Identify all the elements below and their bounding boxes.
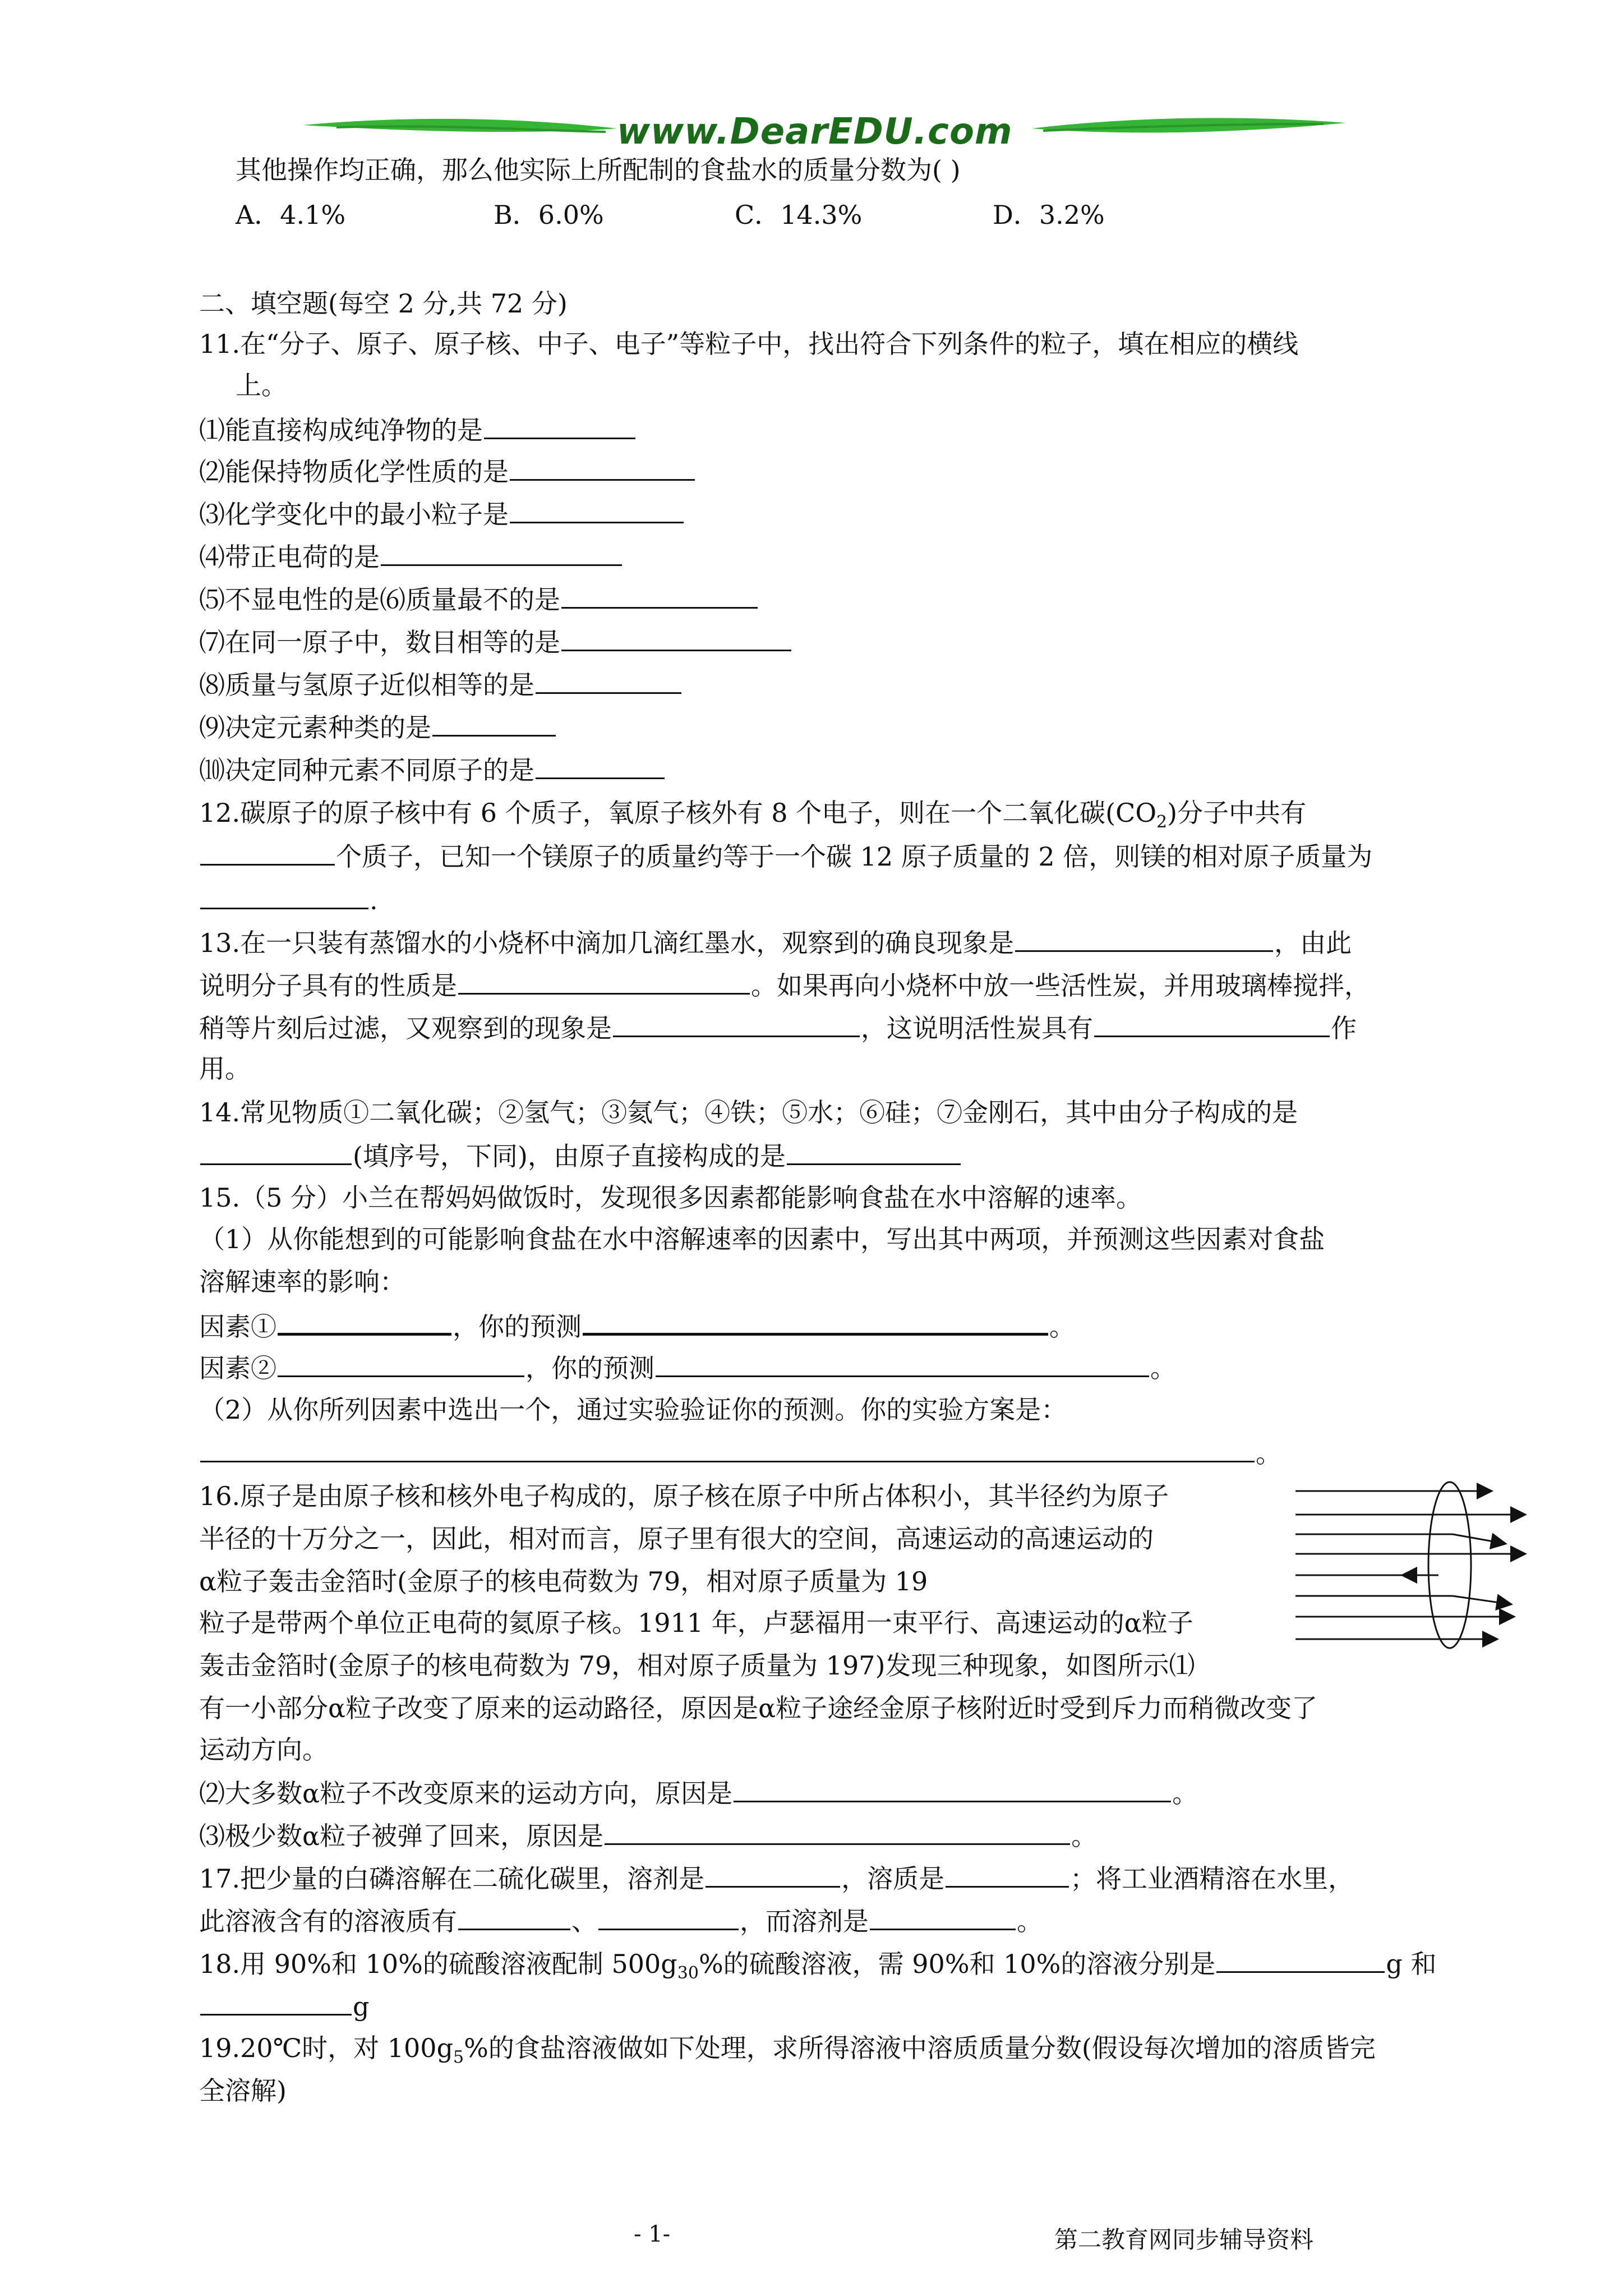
q11-item-7 — [199, 624, 1461, 660]
answer-blank[interactable] — [200, 838, 335, 866]
q16-line-1: 16.原子是由原子核和核外电子构成的，原子核在原子中所占体积小，其半径约为原子 — [199, 1481, 1169, 1511]
answer-blank[interactable] — [946, 1860, 1069, 1888]
q16-text: 。 — [1172, 1778, 1198, 1809]
q17-text: ，而溶剂是 — [740, 1906, 869, 1936]
q16-line-8 — [199, 1775, 1461, 1811]
q15-text: ，你的预测 — [525, 1353, 654, 1383]
q16-line-4: 粒子是带两个单位正电荷的氦原子核。1911 年，卢瑟福用一束平行、高速运动的α粒子 — [199, 1608, 1193, 1638]
q11-item-text: ⑽决定同种元素不同原子的是 — [199, 755, 534, 785]
answer-blank[interactable] — [200, 1988, 352, 2016]
q16-text: ⑵大多数α粒子不改变原来的运动方向，原因是 — [199, 1778, 733, 1809]
answer-blank[interactable] — [200, 1435, 1255, 1462]
q17-line-2 — [199, 1903, 1461, 1939]
q13-text: 作 — [1331, 1013, 1357, 1043]
q19-line-1 — [199, 2031, 1461, 2075]
q19-text: 19.20℃时，对 100g — [199, 2033, 454, 2063]
answer-blank[interactable] — [870, 1903, 1016, 1930]
q13-line-3 — [199, 1010, 1461, 1046]
answer-blank[interactable] — [1094, 1010, 1330, 1037]
answer-blank[interactable] — [458, 967, 750, 995]
q14-line-2 — [199, 1138, 1461, 1174]
answer-blank[interactable] — [561, 581, 758, 609]
answer-blank[interactable] — [787, 1138, 961, 1165]
site-url: www.DearEDU.com — [617, 111, 1013, 153]
q14-line-1: 14.常见物质①二氧化碳；②氢气；③氦气；④铁；⑤水；⑥硅；⑦金刚石，其中由分子构成的是 — [199, 1097, 1298, 1128]
q11-item-text: ⑸不显电性的是⑹质量最不的是 — [199, 585, 560, 615]
q16-text: ⑶极少数α粒子被弹了回来，原因是 — [199, 1821, 604, 1851]
q16-line-6: 有一小部分α粒子改变了原来的运动路径，原因是α粒子途经金原子核附近时受到斥力而稍微改变了 — [199, 1693, 1318, 1723]
q17-text: ，溶质是 — [841, 1864, 945, 1894]
answer-blank[interactable] — [536, 752, 665, 779]
answer-blank[interactable] — [432, 709, 556, 737]
q18-text: 18.用 90%和 10%的硫酸溶液配制 500g — [199, 1949, 677, 1979]
q12-text: . — [370, 885, 378, 915]
q16-line-7: 运动方向。 — [199, 1734, 328, 1765]
footer-brand: 第二教育网同步辅导资料 — [1054, 2226, 1314, 2253]
q11-item-3 — [199, 496, 1461, 532]
answer-blank[interactable] — [1015, 924, 1273, 952]
q18-text: g — [353, 1991, 370, 2022]
answer-blank[interactable] — [200, 882, 368, 909]
answer-blank[interactable] — [510, 453, 695, 481]
q13-text: ，由此 — [1274, 928, 1352, 958]
answer-blank[interactable] — [734, 1775, 1171, 1802]
q12-text: 个质子，已知一个镁原子的质量约等于一个碳 12 原子质量的 2 倍，则镁的相对原子质量为 — [336, 841, 1373, 872]
section-title: 二、填空题(每空 2 分,共 72 分) — [199, 288, 568, 319]
q15-factor-2 — [199, 1350, 1461, 1386]
q15-text: 因素② — [199, 1353, 276, 1383]
q17-text: 此溶液含有的溶液质有 — [199, 1906, 457, 1936]
q13-text: 。如果再向小烧杯中放一些活性炭，并用玻璃棒搅拌， — [751, 970, 1370, 1001]
q11-item-text: ⑺在同一原子中，数目相等的是 — [199, 627, 560, 657]
option-b: B．6.0% — [494, 200, 604, 230]
alpha-scattering-diagram — [1295, 1481, 1531, 1666]
answer-blank[interactable] — [536, 666, 681, 694]
answer-blank[interactable] — [583, 1307, 1048, 1336]
subscript: 2 — [1156, 812, 1168, 832]
gold-foil — [1428, 1482, 1471, 1648]
q15-line-6: （2）从你所列因素中选出一个，通过实验验证你的预测。你的实验方案是： — [199, 1395, 1067, 1425]
q16-text: 。 — [1071, 1821, 1098, 1851]
q12-line-2 — [199, 838, 1461, 874]
q18-line-1 — [199, 1945, 1461, 1991]
answer-blank[interactable] — [1216, 1945, 1385, 1973]
subscript: 5 — [453, 2047, 464, 2068]
q11-item-10 — [199, 752, 1461, 788]
q11-item-4 — [199, 539, 1461, 574]
alpha-ray-6-deflected — [1453, 1596, 1511, 1604]
q19-text: %的食盐溶液做如下处理，求所得溶液中溶质质量分数(假设每次增加的溶质皆完 — [464, 2033, 1376, 2063]
q11-stem-1: 11.在“分子、原子、原子核、中子、电子”等粒子中，找出符合下列条件的粒子，填在相应的横线 — [199, 329, 1299, 359]
answer-blank[interactable] — [656, 1350, 1149, 1377]
q16-line-2: 半径的十万分之一，因此，相对而言，原子里有很大的空间，高速运动的高速运动的 — [199, 1524, 1154, 1554]
q12-line-3 — [199, 882, 1461, 918]
answer-blank[interactable] — [605, 1818, 1070, 1845]
q17-text: ；将工业酒精溶在水里， — [1070, 1864, 1354, 1894]
q17-text: 17.把少量的白磷溶解在二硫化碳里，溶剂是 — [199, 1864, 705, 1894]
q17-text: 。 — [1017, 1906, 1043, 1936]
q11-stem-2: 上。 — [236, 370, 287, 401]
q13-text: 说明分子具有的性质是 — [199, 970, 457, 1001]
page-number: - 1- — [634, 2221, 671, 2247]
q11-item-1 — [199, 412, 1461, 448]
q15-text: 因素① — [199, 1312, 276, 1342]
answer-blank[interactable] — [278, 1307, 451, 1336]
q11-item-text: ⑷带正电荷的是 — [199, 542, 380, 572]
q15-line-3: 溶解速率的影响： — [199, 1267, 405, 1297]
q11-item-text: ⑼决定元素种类的是 — [199, 712, 431, 743]
answer-blank[interactable] — [458, 1903, 570, 1930]
answer-blank[interactable] — [598, 1903, 739, 1930]
option-a: A．4.1% — [236, 200, 346, 230]
q11-item-text: ⑶化学变化中的最小粒子是 — [199, 499, 509, 530]
q16-line-5: 轰击金箔时(金原子的核电荷数为 79，相对原子质量为 197)发现三种现象，如图所示⑴ — [199, 1650, 1195, 1681]
answer-blank[interactable] — [381, 539, 622, 566]
q13-text: ，这说明活性炭具有 — [861, 1013, 1093, 1043]
q10-options — [236, 197, 1497, 232]
q10-stem: 其他操作均正确，那么他实际上所配制的食盐水的质量分数为( ) — [236, 155, 961, 185]
answer-blank[interactable] — [613, 1010, 860, 1037]
subscript: 30 — [677, 1963, 699, 1984]
q15-line-2: （1）从你能想到的可能影响食盐在水中溶解速率的因素中，写出其中两项，并预测这些因素对食盐 — [199, 1224, 1325, 1254]
q12-line-1 — [199, 795, 1461, 840]
q13-line-2 — [199, 967, 1461, 1003]
q15-factor-1 — [199, 1307, 1461, 1344]
answer-blank[interactable] — [510, 496, 684, 523]
q13-text: 稍等片刻后过滤，又观察到的现象是 — [199, 1013, 612, 1043]
option-d: D．3.2% — [993, 200, 1105, 230]
q18-text: g 和 — [1386, 1949, 1437, 1979]
q13-text: 13.在一只装有蒸馏水的小烧杯中滴加几滴红墨水，观察到的确良现象是 — [199, 928, 1015, 958]
option-c: C．14.3% — [735, 200, 863, 230]
q18-line-2 — [199, 1988, 1461, 2024]
q11-item-8 — [199, 666, 1461, 702]
q11-item-text: ⑻质量与氢原子近似相等的是 — [199, 670, 534, 700]
q11-item-text: ⑴能直接构成纯净物的是 — [199, 415, 483, 445]
q15-text: 。 — [1049, 1312, 1075, 1342]
q13-line-4: 用。 — [199, 1053, 251, 1084]
q15-text: ，你的预测 — [453, 1312, 582, 1342]
alpha-ray-3-deflected — [1453, 1534, 1506, 1544]
q11-item-2 — [199, 453, 1461, 489]
q11-item-9 — [199, 709, 1461, 745]
answer-blank[interactable] — [484, 412, 635, 439]
q15-answer-line — [199, 1435, 1461, 1471]
q14-text: (填序号，下同)，由原子直接构成的是 — [353, 1141, 786, 1171]
q16-line-3: α粒子轰击金箔时(金原子的核电荷数为 79，相对原子质量为 19 — [199, 1566, 928, 1596]
q15-text: 。 — [1150, 1353, 1176, 1383]
q18-text: %的硫酸溶液，需 90%和 10%的溶液分别是 — [698, 1949, 1216, 1979]
q11-item-text: ⑵能保持物质化学性质的是 — [199, 457, 509, 487]
q12-text: )分子中共有 — [1167, 798, 1307, 828]
q13-line-1 — [199, 924, 1461, 960]
q16-line-9 — [199, 1818, 1461, 1853]
q19-line-2: 全溶解) — [199, 2076, 287, 2106]
q12-text: 12.碳原子的原子核中有 6 个质子，氧原子核外有 8 个电子，则在一个二氧化碳(CO — [199, 798, 1157, 828]
q17-line-1 — [199, 1860, 1461, 1896]
answer-blank[interactable] — [200, 1138, 352, 1165]
answer-blank[interactable] — [278, 1350, 524, 1377]
answer-blank[interactable] — [706, 1860, 840, 1888]
q15-line-1: 15.（5 分）小兰在帮妈妈做饭时，发现很多因素都能影响食盐在水中溶解的速率。 — [199, 1182, 1142, 1213]
q15-text: 。 — [1256, 1438, 1281, 1469]
q17-text: 、 — [571, 1906, 597, 1936]
q11-item-5 — [199, 581, 1461, 617]
answer-blank[interactable] — [561, 624, 791, 651]
